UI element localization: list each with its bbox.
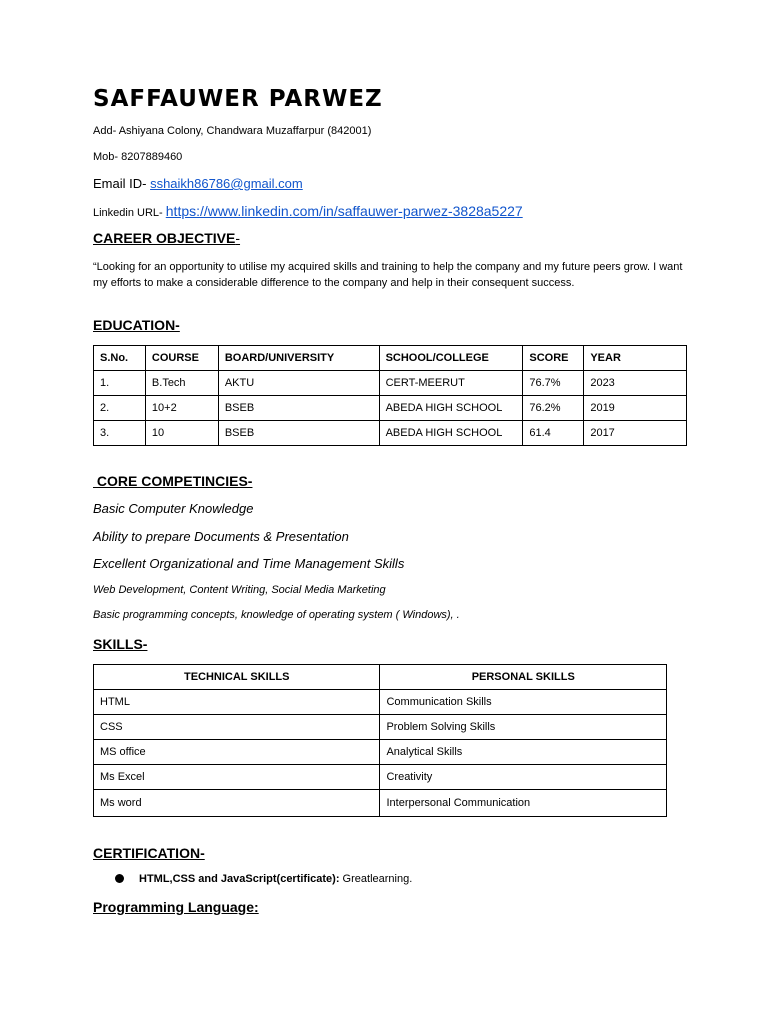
certification-provider: Greatlearning. — [339, 873, 413, 885]
skills-table — [93, 664, 667, 817]
mobile-line — [93, 151, 182, 163]
table-row — [94, 790, 667, 817]
linkedin-label: Linkedin URL- — [93, 207, 166, 219]
table-row — [94, 740, 667, 765]
table-cell: CERT-MEERUT — [379, 371, 523, 396]
table-cell: HTML — [94, 690, 380, 715]
skills-header-row — [94, 665, 667, 690]
email-link[interactable]: sshaikh86786@gmail.com — [150, 176, 303, 191]
education-heading: EDUCATION- — [93, 317, 180, 333]
candidate-name: SAFFAUWER PARWEZ — [93, 86, 383, 112]
certification-title: HTML,CSS and JavaScript(certificate): — [139, 873, 340, 885]
email-line — [93, 176, 303, 191]
competency-item: Excellent Organizational and Time Management Skills — [93, 556, 405, 571]
linkedin-line — [93, 203, 523, 219]
table-cell: 3. — [94, 421, 146, 446]
certification-heading: CERTIFICATION- — [93, 845, 205, 861]
table-cell: 2. — [94, 396, 146, 421]
table-cell: 61.4 — [523, 421, 584, 446]
email-label: Email ID- — [93, 176, 151, 191]
table-cell: ABEDA HIGH SCHOOL — [379, 396, 523, 421]
table-cell: Interpersonal Communication — [380, 790, 667, 817]
skills-col-header: PERSONAL SKILLS — [380, 665, 667, 690]
table-cell: ABEDA HIGH SCHOOL — [379, 421, 523, 446]
table-cell: 2019 — [584, 396, 687, 421]
table-cell: AKTU — [218, 371, 379, 396]
education-col-header: COURSE — [145, 346, 218, 371]
bullet-icon — [115, 874, 124, 883]
table-cell: 10+2 — [145, 396, 218, 421]
education-col-header: S.No. — [94, 346, 146, 371]
table-cell: 2023 — [584, 371, 687, 396]
education-table — [93, 345, 687, 446]
table-cell: Analytical Skills — [380, 740, 667, 765]
career-objective-heading — [93, 230, 240, 246]
table-cell: CSS — [94, 715, 380, 740]
table-cell: MS office — [94, 740, 380, 765]
programming-suffix: : — [254, 899, 259, 915]
career-objective-text: “Looking for an opportunity to utilise my acquired skills and training to help the company and my future peers grow. I want my efforts to make a considerable difference to the company and help in their consequent success. — [93, 261, 683, 289]
career-objective-title: CAREER OBJECTIVE — [93, 230, 236, 246]
mobile-value: 8207889460 — [121, 151, 183, 163]
table-row — [94, 396, 687, 421]
programming-title: Programming Language — [93, 899, 255, 915]
table-cell: 10 — [145, 421, 218, 446]
table-cell: BSEB — [218, 421, 379, 446]
table-cell: Problem Solving Skills — [380, 715, 667, 740]
competency-item: Basic programming concepts, knowledge of operating system ( Windows), . — [93, 609, 460, 621]
skills-col-header: TECHNICAL SKILLS — [94, 665, 380, 690]
table-cell: 76.2% — [523, 396, 584, 421]
linkedin-link[interactable]: https://www.linkedin.com/in/saffauwer-parwez-3828a5227 — [165, 203, 523, 219]
table-cell: BSEB — [218, 396, 379, 421]
education-col-header: SCORE — [523, 346, 584, 371]
address-value: Ashiyana Colony, Chandwara Muzaffarpur (842001) — [118, 125, 372, 137]
address-line — [93, 125, 371, 137]
competency-item: Web Development, Content Writing, Social Media Marketing — [93, 584, 386, 596]
competency-item: Basic Computer Knowledge — [93, 501, 254, 516]
certification-item — [115, 873, 412, 885]
education-col-header: BOARD/UNIVERSITY — [218, 346, 379, 371]
table-cell: Communication Skills — [380, 690, 667, 715]
mobile-label: Mob- — [93, 151, 122, 163]
table-cell: Ms Excel — [94, 765, 380, 790]
table-row — [94, 765, 667, 790]
programming-heading — [93, 899, 259, 915]
competencies-heading: CORE COMPETINCIES- — [93, 473, 253, 489]
competency-item: Ability to prepare Documents & Presentation — [93, 529, 349, 544]
address-label: Add- — [93, 125, 119, 137]
table-row — [94, 421, 687, 446]
table-row — [94, 690, 667, 715]
education-header-row — [94, 346, 687, 371]
education-col-header: YEAR — [584, 346, 687, 371]
skills-heading: SKILLS- — [93, 636, 148, 652]
education-col-header: SCHOOL/COLLEGE — [379, 346, 523, 371]
table-cell: 1. — [94, 371, 146, 396]
table-row — [94, 371, 687, 396]
table-cell: Ms word — [94, 790, 380, 817]
table-row — [94, 715, 667, 740]
table-cell: Creativity — [380, 765, 667, 790]
career-objective-suffix: - — [235, 230, 241, 246]
table-cell: 2017 — [584, 421, 687, 446]
table-cell: B.Tech — [145, 371, 218, 396]
table-cell: 76.7% — [523, 371, 584, 396]
